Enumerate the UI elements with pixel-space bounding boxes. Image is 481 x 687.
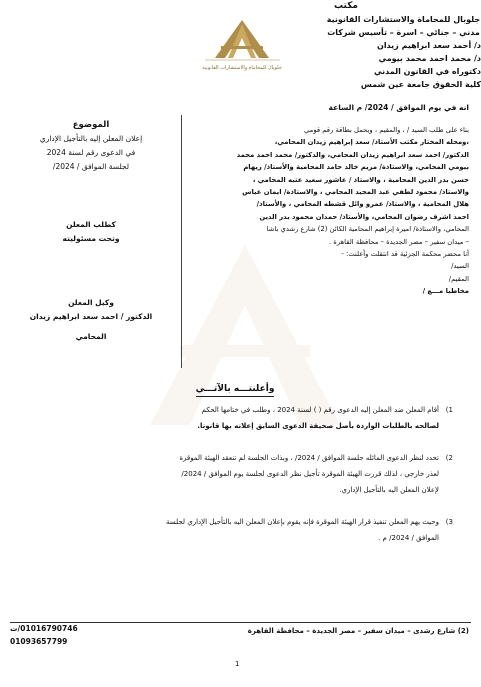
list-item: [33, 450, 453, 498]
item-text: أقام المعلن ضد المعلن إليه الدعوى رقم ( ) لسنة 2024 ، وطلب في ختامها الحكم: [201, 406, 439, 414]
footer-phone: 01093657799: [10, 637, 68, 646]
body-line: المقيم/: [448, 274, 469, 283]
lawyer-2: د/ محمد احمد محمد بيومي: [378, 54, 481, 63]
body-line: حسن بدر الدين المحامية ، والاستاذ / عاشور سعيد عتبه المحامي ،: [252, 175, 469, 184]
item-number: 1): [445, 406, 453, 414]
footer-address: (2) شارع رشدى – ميدان سفير – مصر الجديدة – محافظة القاهرة: [247, 627, 469, 635]
subject-title: الموضوع: [72, 120, 110, 130]
body-line: هلال المحامية ، والاستاذ/ عمرو وائل قشطه المحامي ، والأستاذ/: [256, 200, 469, 209]
body-line: – ميدان سفير – مصر الجديدة – محافظة القاهرة .: [328, 237, 469, 246]
lawyer-degree: دكتوراه في القانون المدني: [374, 67, 481, 76]
body-line: السيد/: [451, 262, 469, 271]
subject-line: في الدعوى رقم لسنة 2024: [46, 148, 136, 157]
list-item: [33, 514, 453, 546]
body-line: بناء على طلب السيد / ، والمقيم ، ويحمل بطاقة رقم قومي: [304, 126, 469, 134]
office-header: [326, 0, 481, 39]
item-number: 2): [445, 454, 453, 462]
request-label: كطلب المعلن: [66, 220, 116, 229]
list-item: [33, 402, 453, 434]
responsibility-label: وتحت مسئوليته: [62, 234, 120, 243]
body-line: بيومي المحامي، والاستاذة/ مريم خالد حامد المحامية والأستاذ/ ريهام: [243, 163, 469, 172]
agent-block: [10, 296, 172, 344]
item-text: لعذر خارجي ، لذلك قررت الهيئة الموقرة تأجيل نظر الدعوى لجلسة يوم الموافق / 2024/: [181, 470, 439, 478]
office-services: مدني – جنائي – اسرة – تأسيس شركات: [327, 28, 480, 37]
item-text: لإعلان المعلن اليه بالتأجيل الإداري.: [339, 486, 439, 494]
footer-divider: [10, 622, 471, 623]
office-logo: [195, 18, 290, 73]
notice-items: [33, 402, 453, 562]
notice-body: [207, 102, 469, 297]
office-label: مكتب: [334, 1, 359, 11]
agent-title: وكيل المعلن: [68, 298, 114, 307]
body-line: احمد اشرف رضوان المحامي، والأستاذ/ حمدان محمود بدر الدين: [259, 212, 469, 221]
item-text: وحيث يهم المعلن تنفيذ قرار الهيئة الموقرة فإنه يقوم بإعلان المعلن اليه بالتأجيل الإداري لجلسة: [166, 518, 439, 526]
body-line: مخاطبا مـــع /: [422, 287, 469, 296]
request-block: [10, 218, 172, 246]
body-line: الدكتور/ احمد سعد ابراهيم زيدان المحامي، والدكتور/ محمد احمد محمد: [236, 150, 469, 159]
subject-line: إعلان المعلن إليه بالتأجيل الإداري: [39, 134, 143, 143]
column-divider: [181, 115, 182, 368]
agent-name: الدكتور / احمد سعد ابراهيم زيدان: [29, 312, 153, 321]
item-text: لصالحه بالطلبات الواردة بأصل صحيفة الدعوى السابق إعلانه بها قانونا.: [197, 422, 439, 430]
lawyer-1: د/ أحمد سعد ابراهيم زيدان: [376, 41, 481, 50]
item-text: الموافق / 2024/ م .: [378, 534, 439, 542]
section-title: وأعلنتـــه بالآتـــي: [170, 384, 300, 394]
logo-caption: جلوبال للمحاماة والاستشارات القانونية: [202, 65, 282, 71]
footer-phone: 01016790746/ت: [10, 624, 78, 633]
subject-line: لجلسة الموافق / 2024/: [52, 162, 130, 171]
body-line: ،ومحله المختار مكتب الأستاذ/ سعد إبراهيم زيدان المحامي،: [274, 138, 469, 147]
lawyers-header: [306, 39, 481, 91]
office-name: جلوبال للمحاماة والاستشارات القانونية: [326, 15, 481, 24]
body-line: أنا محضر محكمة الجزئية قد انتقلت وأعلنت: -: [341, 249, 469, 258]
day-line: انه في يوم الموافق / 2024/ م الساعة: [328, 103, 469, 112]
body-line: والاستاذ/ محمود لطفي عبد المجيد المحامي ، والاستاذة/ ايمان عباس: [242, 187, 469, 196]
lawyer-faculty: كلية الحقوق جامعة عين شمس: [360, 80, 481, 89]
subject-block: [10, 118, 172, 174]
agent-role: المحامي: [75, 332, 107, 341]
item-number: 3): [445, 518, 453, 526]
page-number: 1: [235, 660, 240, 668]
body-line: المحامي، والاستاذة/ اميرة إبراهيم المحامية الكائن (2) شارع رشدي باشا: [266, 225, 469, 234]
item-text: تحدد لنظر الدعوى المائله جلسة الموافق / 2024/ ، وبذات الجلسة لم تنعقد الهيئة الموقرة: [179, 454, 439, 462]
